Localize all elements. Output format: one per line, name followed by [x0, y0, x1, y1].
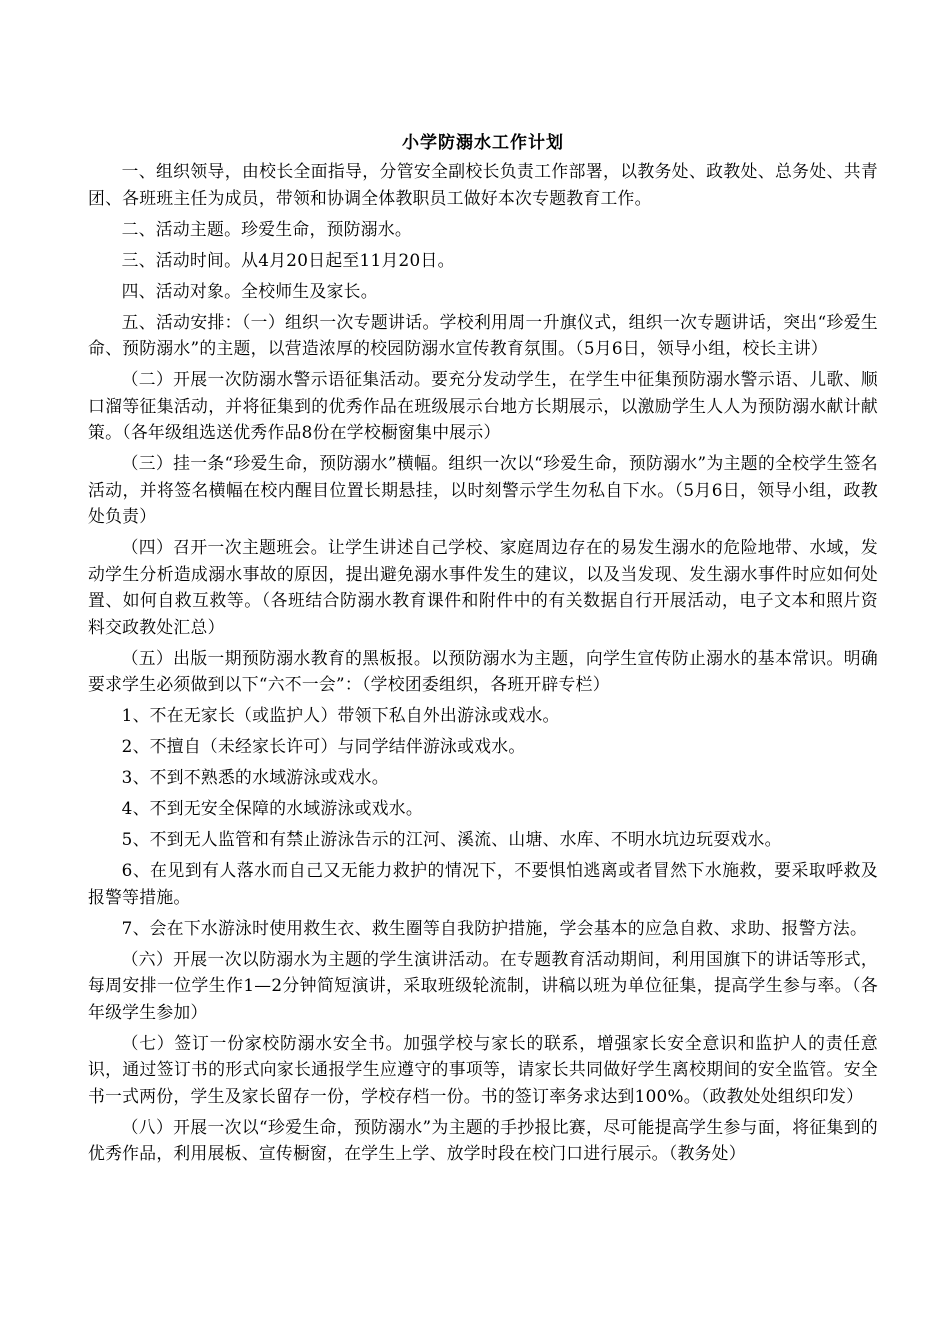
- paragraph-time: 三、活动时间。从4月20日起至11月20日。: [121, 249, 455, 270]
- paragraph-arrangement-1: 五、活动安排：（一）组织一次专题讲话。学校利用周一升旗仪式，组织一次专题讲话，突出“珍爱生命、预防溺水”的主题，以营造浓厚的校园防溺水宣传教育氛围。（5月6日，领导小组，校长主讲）: [88, 311, 878, 358]
- rule-item-6: 6、在见到有人落水而自己又无能力救护的情况下，不要惧怕逃离或者冒然下水施救，要采取呼救及报警等措施。: [88, 860, 878, 907]
- rule-item-1: 1、不在无家长（或监护人）带领下私自外出游泳或戏水。: [121, 705, 560, 725]
- paragraph-arrangement-3: （三）挂一条“珍爱生命，预防溺水”横幅。组织一次以“珍爱生命，预防溺水”为主题的全校学生签名活动，并将签名横幅在校内醒目位置长期悬挂，以时刻警示学生勿私自下水。（5月6日，领导小组，政教处负责）: [88, 453, 878, 526]
- paragraph-arrangement-2: （二）开展一次防溺水警示语征集活动。要充分发动学生，在学生中征集预防溺水警示语、儿歌、顺口溜等征集活动，并将征集到的优秀作品在班级展示台地方长期展示，以激励学生人人为预防溺水献计献策。（各年级组选送优秀作品8份在学校橱窗集中展示）: [88, 369, 878, 442]
- document-page: [88, 128, 878, 1171]
- rule-item-3: 3、不到不熟悉的水域游泳或戏水。: [121, 767, 389, 787]
- paragraph-theme: 二、活动主题。珍爱生命，预防溺水。: [121, 218, 412, 239]
- rule-item-5: 5、不到无人监管和有禁止游泳告示的江河、溪流、山塘、水库、不明水坑边玩耍戏水。: [121, 829, 782, 849]
- rule-item-4: 4、不到无安全保障的水域游泳或戏水。: [121, 798, 423, 818]
- paragraph-arrangement-4: （四）召开一次主题班会。让学生讲述自己学校、家庭周边存在的易发生溺水的危险地带、水域，发动学生分析造成溺水事故的原因，提出避免溺水事件发生的建议，以及当发现、发生溺水事件时应如何处置、如何自救互救等。（各班结合防溺水教育课件和附件中的有关数据自行开展活动，电子文本和照片资料交政教处汇总）: [88, 537, 878, 637]
- document-title: 小学防溺水工作计划: [402, 133, 564, 153]
- paragraph-arrangement-8: （八）开展一次以“珍爱生命，预防溺水”为主题的手抄报比赛，尽可能提高学生参与面，将征集到的优秀作品，利用展板、宣传橱窗，在学生上学、放学时段在校门口进行展示。（教务处）: [88, 1116, 878, 1163]
- paragraph-arrangement-7: （七）签订一份家校防溺水安全书。加强学校与家长的联系，增强家长安全意识和监护人的责任意识，通过签订书的形式向家长通报学生应遵守的事项等，请家长共同做好学生离校期间的安全监管。安全书一式两份，学生及家长留存一份，学校存档一份。书的签订率务求达到100%。（政教处处组织印发）: [88, 1032, 878, 1106]
- paragraph-arrangement-6: （六）开展一次以防溺水为主题的学生演讲活动。在专题教育活动期间，利用国旗下的讲话等形式，每周安排一位学生作1—2分钟简短演讲，采取班级轮流制，讲稿以班为单位征集，提高学生参与率。（各年级学生参加）: [88, 948, 878, 1022]
- paragraph-audience: 四、活动对象。全校师生及家长。: [121, 280, 378, 301]
- rule-item-7: 7、会在下水游泳时使用救生衣、救生圈等自我防护措施，学会基本的应急自救、求助、报警方法。: [121, 917, 868, 938]
- paragraph-organization: 一、组织领导，由校长全面指导，分管安全副校长负责工作部署，以教务处、政教处、总务处、共青团、各班班主任为成员，带领和协调全体教职员工做好本次专题教育工作。: [88, 161, 878, 208]
- paragraph-arrangement-5: （五）出版一期预防溺水教育的黑板报。以预防溺水为主题，向学生宣传防止溺水的基本常识。明确要求学生必须做到以下“六不一会”：（学校团委组织，各班开辟专栏）: [88, 647, 878, 694]
- rule-item-2: 2、不擅自（未经家长许可）与同学结伴游泳或戏水。: [121, 736, 526, 756]
